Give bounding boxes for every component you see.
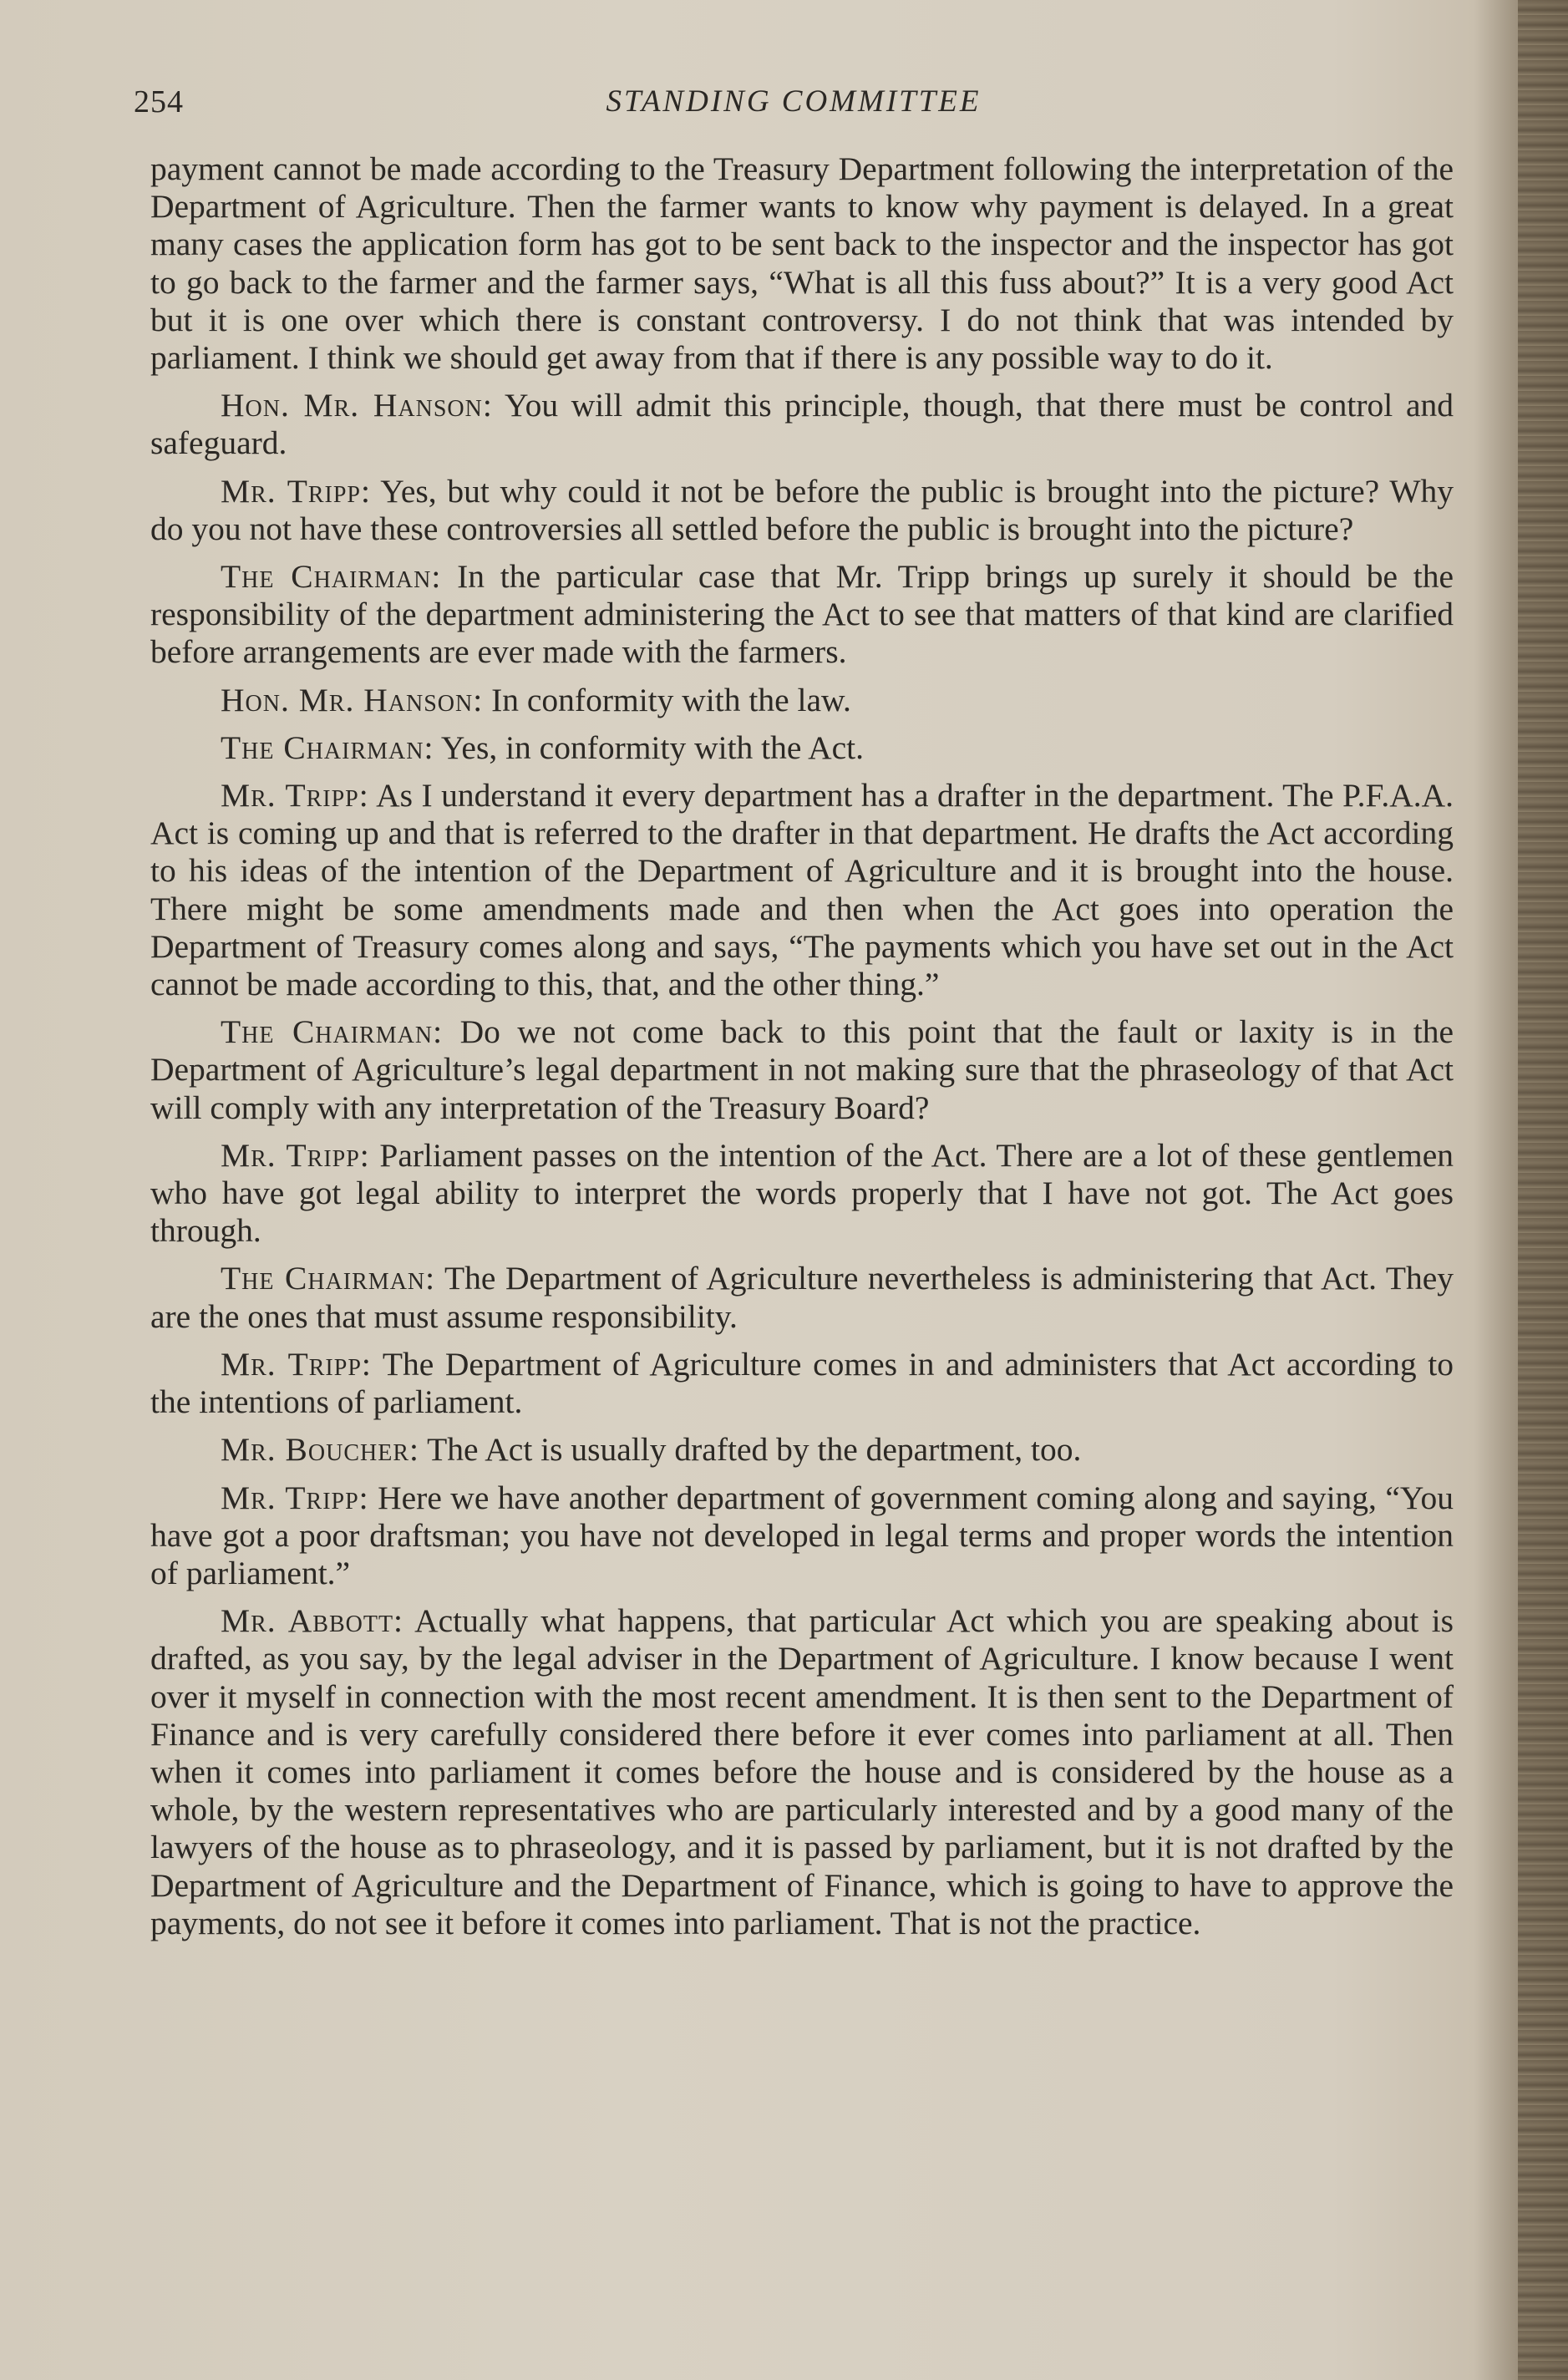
paragraph — [150, 1431, 1454, 1469]
speaker-name: The Chairman: — [221, 728, 434, 766]
speaker-name: Mr. Tripp: — [221, 1345, 372, 1383]
speaker-name: The Chairman: — [221, 1013, 444, 1051]
page-header — [134, 84, 1454, 134]
paragraph — [150, 682, 1454, 719]
paragraph — [150, 1013, 1454, 1127]
page-edge — [1518, 0, 1568, 2380]
transcript-body — [150, 150, 1454, 1952]
paragraph-text: Actually what happens, that particular Act which you are speaking about is drafted, as you say, by the legal adviser in the Department of Agriculture. I know because I went over it myself in connection with the most recent amendment. It is then sent to the Department of Finance and is very carefully considered there before it ever comes into parliament at all. Then when it comes into parliament it comes before the house and is considered by the house as a whole, by the western representatives who are particularly interested and by a good many of the lawyers of the house as to phraseology, and it is passed by parliament, but it is not drafted by the Department of Agriculture and the Department of Finance, which is going to have to approve the payments, do not see it before it comes into parliament. That is not the practice. — [150, 1602, 1454, 1941]
running-head: STANDING COMMITTEE — [606, 84, 982, 119]
paragraph — [150, 729, 1454, 767]
paragraph — [150, 1346, 1454, 1421]
paragraph-text: payment cannot be made according to the Treasury Department following the interpretation of the Department of Agriculture. Then the farmer wants to know why payment is delayed. In a great many cases the application form has got to be sent back to the inspector and the inspector has got to go back to the farmer and the farmer says, “What is all this fuss about?” It is a very good Act but it is one over which there is constant controversy. I do not think that was intended by parliament. I think we should get away from that if there is any possible way to do it. — [150, 150, 1454, 377]
paragraph — [150, 1602, 1454, 1942]
paragraph — [150, 387, 1454, 462]
speaker-name: Hon. Mr. Hanson: — [221, 681, 484, 718]
paragraph — [150, 1479, 1454, 1593]
paragraph-text: Yes, in conformity with the Act. — [440, 728, 865, 766]
paragraph-text: As I understand it every department has a drafter in the department. The P.F.A.A. Act is coming up and that is referred to the drafter in that department. He drafts the Act according to his ideas of the intention of the Department of Agriculture and it is brought into the house. There might be some amendments made and then when the Act goes into operation the Department of Treasury comes along and says, “The payments which you have set out in the Act cannot be made according to this, that, and the other thing.” — [150, 777, 1454, 1003]
paragraph — [150, 777, 1454, 1003]
paragraph-text: In the particular case that Mr. Tripp brings up surely it should be the responsibility of the department administering the Act to see that matters of that kind are clarified before arrangements are ever made with the farmers. — [150, 558, 1454, 671]
paragraph — [150, 558, 1454, 672]
speaker-name: Mr. Tripp: — [221, 1479, 369, 1516]
speaker-name: The Chairman: — [221, 1260, 436, 1297]
paragraph-text: Yes, but why could it not be before the public is brought into the picture? Why do you not have these controversies all settled before the public is brought into the picture? — [150, 472, 1454, 547]
speaker-name: Mr. Tripp: — [221, 472, 371, 510]
paragraph — [150, 150, 1454, 377]
paragraph — [150, 473, 1454, 548]
speaker-name: Hon. Mr. Hanson: — [221, 387, 493, 424]
paragraph-text: The Department of Agriculture comes in and administers that Act according to the intentions of parliament. — [150, 1345, 1454, 1421]
speaker-name: The Chairman: — [221, 558, 442, 596]
paragraph-text: Here we have another department of government coming along and saying, “You have got a poor draftsman; you have not developed in legal terms and proper words the intention of parliament.” — [150, 1479, 1454, 1591]
paragraph-text: The Department of Agriculture nevertheless is administering that Act. They are the ones that must assume responsibility. — [150, 1260, 1454, 1335]
speaker-name: Mr. Boucher: — [221, 1431, 419, 1469]
speaker-name: Mr. Abbott: — [221, 1602, 404, 1640]
paragraph-text: Parliament passes on the intention of the Act. There are a lot of these gentlemen who have got legal ability to interpret the words properly that I have not got. The Act goes through. — [150, 1136, 1454, 1250]
speaker-name: Mr. Tripp: — [221, 777, 369, 814]
paragraph-text: You will admit this principle, though, that there must be control and safeguard. — [150, 387, 1454, 462]
paragraph-text: In conformity with the law. — [491, 681, 851, 718]
speaker-name: Mr. Tripp: — [221, 1136, 370, 1174]
paragraph — [150, 1137, 1454, 1251]
paragraph-text: Do we not come back to this point that the fault or laxity is in the Department of Agriculture’s legal department in not making sure that the phraseology of that Act will comply with any interpretation of the Treasury Board? — [150, 1013, 1454, 1126]
paragraph — [150, 1260, 1454, 1335]
page-number: 254 — [134, 84, 184, 119]
paragraph-text: The Act is usually drafted by the department, too. — [427, 1431, 1082, 1469]
